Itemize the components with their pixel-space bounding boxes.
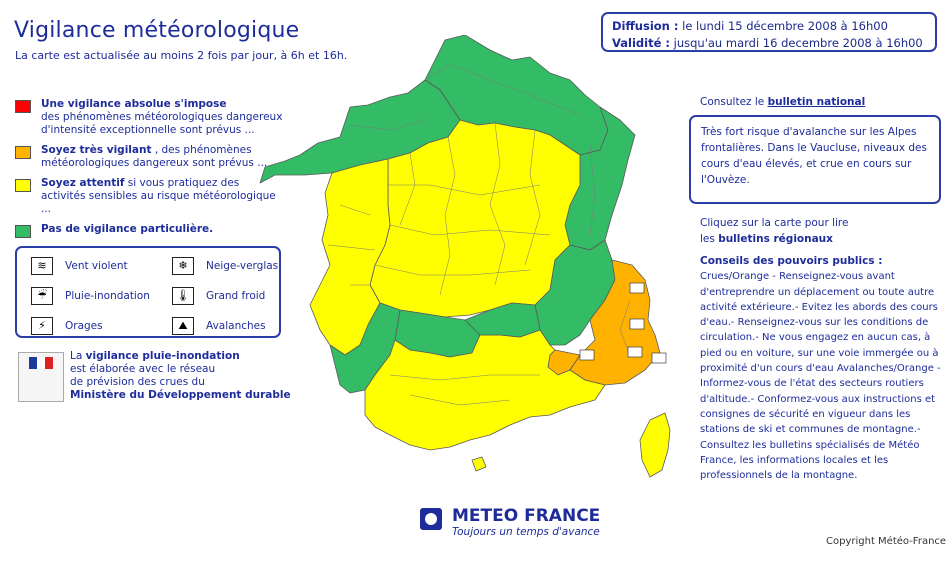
ministry-text-3: de prévision des crues du: [70, 376, 205, 388]
snow-icon: ❄: [172, 257, 194, 275]
lightning-icon: ⚡: [31, 317, 53, 335]
legend-desc: des phénomènes météorologiques dangereux d'intensité exceptionnelle sont prévus ...: [41, 111, 283, 136]
republique-francaise-logo: [18, 352, 64, 402]
ministry-text-2: est élaborée avec le réseau: [70, 363, 216, 375]
consultez-text: Consultez le: [700, 96, 768, 108]
legend-item-orange: [15, 144, 285, 170]
region-corsica: [640, 413, 670, 477]
alert-box: Très fort risque d'avalanche sur les Alpes frontalières. Dans le Vaucluse, niveaux des cours d'eau élevés, et crue en cours sur l'Ouvèze.: [689, 115, 941, 204]
ministry-text-b: vigilance pluie-inondation: [85, 350, 240, 362]
validite-value: jusqu'au mardi 16 decembre 2008 à 16h00: [673, 36, 923, 50]
ministry-text-a: La: [70, 350, 86, 362]
bulletin-national-link[interactable]: bulletin national: [767, 96, 866, 108]
bulletins-regionaux-link[interactable]: bulletins régionaux: [718, 233, 833, 245]
rain-flood-icon: ☔: [31, 287, 53, 305]
phenomenon-label: Grand froid: [206, 290, 266, 302]
legend-label: Une vigilance absolue s'impose: [41, 98, 227, 110]
meteo-france-emblem-icon: [420, 508, 442, 530]
diffusion-value: le lundi 15 décembre 2008 à 16h00: [682, 19, 888, 33]
legend-label: Pas de vigilance particulière.: [41, 223, 214, 235]
conseils-heading: Conseils des pouvoirs publics :: [700, 255, 883, 267]
diffusion-label: Diffusion :: [612, 19, 679, 33]
phenomena-legend: [15, 246, 281, 338]
legend-swatch-green: [15, 225, 31, 238]
phenomenon-label: Orages: [65, 320, 103, 332]
region-island: [472, 457, 486, 471]
legend-item-green: [15, 223, 285, 236]
france-vigilance-map[interactable]: [250, 35, 695, 480]
phenomenon-label: Neige-verglas: [206, 260, 279, 272]
region-south-yellow: [365, 330, 605, 450]
regional-bulletins-line: [700, 215, 848, 247]
avalanche-icon: ⛰: [172, 317, 194, 335]
legend-swatch-orange: [15, 146, 31, 159]
phenomenon-label: Vent violent: [65, 260, 128, 272]
legend-label: Soyez attentif: [41, 177, 125, 189]
phenomenon-label: Avalanches: [206, 320, 266, 332]
vigilance-legend: [15, 98, 285, 243]
thermometer-icon: 🌡: [172, 287, 194, 305]
bulletin-national-line: [700, 96, 865, 108]
conseils-section: [700, 254, 945, 483]
page-subtitle: La carte est actualisée au moins 2 fois par jour, à 6h et 16h.: [15, 49, 348, 62]
page-title: Vigilance météorologique: [14, 18, 300, 43]
copyright: Copyright Météo-France: [826, 536, 947, 547]
cliquez-text: Cliquez sur la carte pour lire: [700, 217, 849, 229]
wind-icon: ≋: [31, 257, 53, 275]
legend-desc: , des phénomènes météorologiques dangereux sont prévus ...: [41, 144, 268, 169]
legend-swatch-red: [15, 100, 31, 113]
ministry-text-4: Ministère du Développement durable: [70, 389, 291, 401]
legend-item-yellow: [15, 177, 285, 216]
legend-swatch-yellow: [15, 179, 31, 192]
conseils-text: Crues/Orange - Renseignez-vous avant d'entreprendre un déplacement ou toute autre activité extérieure.- Evitez les abords des cours d'eau.- Renseignez-vous sur les conditions de circulation.- Ne vous engagez en aucun cas, à pied ou en voiture, sur une voie immergée ou à proximité d'un cours d'eau Avalanches/Orange - Informez-vous de l'état des secteurs routiers d'altitude.- Conformez-vous aux instructions et consignes de sécurité en vigueur dans les stations de ski et communes de montagne.- Consultez les bulletins spécialisés de Météo France, les informations locales et les professionnels de la montagne.: [700, 271, 941, 482]
validite-label: Validité :: [612, 36, 670, 50]
brand-name: METEO FRANCE: [452, 506, 601, 526]
les-text: les: [700, 233, 719, 245]
brand-tagline: Toujours un temps d'avance: [452, 526, 600, 538]
phenomenon-label: Pluie-inondation: [65, 290, 150, 302]
legend-item-red: [15, 98, 285, 137]
legend-label: Soyez très vigilant: [41, 144, 152, 156]
legend-desc: si vous pratiquez des activités sensibles au risque météorologique ...: [41, 177, 276, 215]
